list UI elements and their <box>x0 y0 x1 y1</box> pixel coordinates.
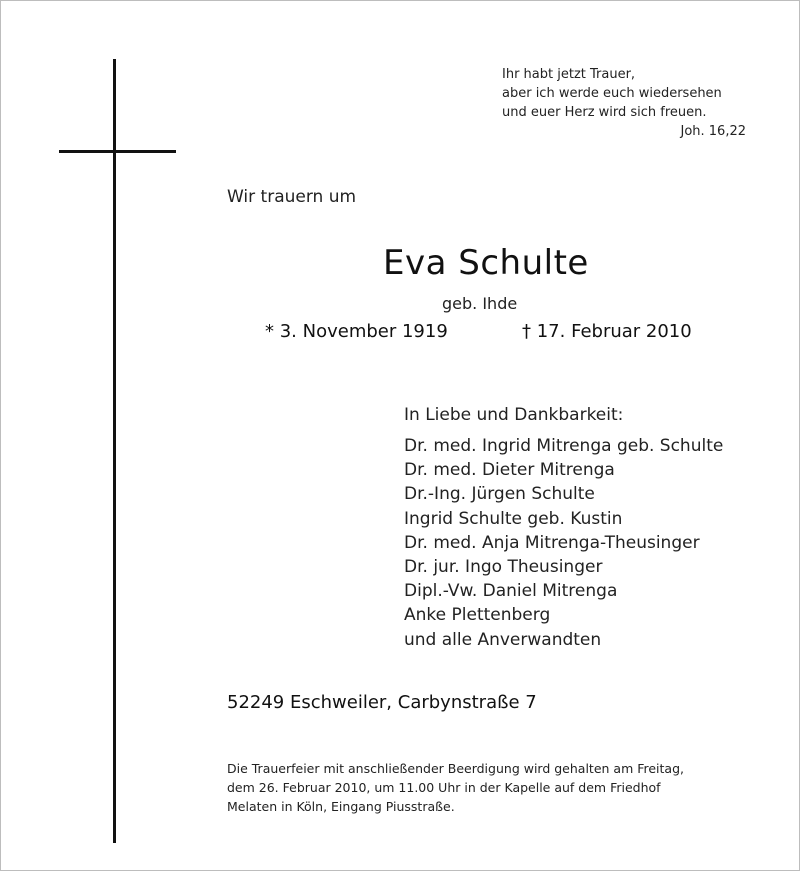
mourner-name: Dr. jur. Ingo Theusinger <box>404 557 603 578</box>
service-line: Die Trauerfeier mit anschließender Beerdigung wird gehalten am Freitag, <box>227 761 685 776</box>
cross-icon-crossbar <box>59 150 176 153</box>
verse-line: und euer Herz wird sich freuen. <box>502 105 707 120</box>
birth-date: * 3. November 1919 <box>265 321 448 342</box>
service-line: Melaten in Köln, Eingang Piusstraße. <box>227 799 455 814</box>
mourners-list <box>404 434 723 652</box>
verse-line: aber ich werde euch wiedersehen <box>502 86 722 101</box>
funeral-service-info <box>227 759 747 816</box>
mourner-name: Dr.-Ing. Jürgen Schulte <box>404 484 595 505</box>
mourner-name: Dr. med. Anja Mitrenga-Theusinger <box>404 532 700 553</box>
mourner-name: Anke Plettenberg <box>404 605 551 626</box>
mourners-heading: In Liebe und Dankbarkeit: <box>404 405 624 425</box>
cross-icon <box>113 59 116 843</box>
verse-reference: Joh. 16,22 <box>680 124 746 139</box>
birth-name: geb. Ihde <box>442 294 518 313</box>
mourner-name: Dr. med. Ingrid Mitrenga geb. Schulte <box>404 436 724 456</box>
verse-line: Ihr habt jetzt Trauer, <box>502 67 636 82</box>
bible-verse <box>502 65 746 141</box>
mourner-name: Ingrid Schulte geb. Kustin <box>404 508 623 529</box>
intro-text: Wir trauern um <box>227 187 357 207</box>
family-address: 52249 Eschweiler, Carbynstraße 7 <box>227 692 537 713</box>
mourner-name: Dr. med. Dieter Mitrenga <box>404 460 615 481</box>
mourner-name: Dipl.-Vw. Daniel Mitrenga <box>404 581 618 602</box>
service-line: dem 26. Februar 2010, um 11.00 Uhr in der Kapelle auf dem Friedhof <box>227 780 661 795</box>
mourner-name: und alle Anverwandten <box>404 629 602 650</box>
death-date: † 17. Februar 2010 <box>522 321 692 342</box>
deceased-name: Eva Schulte <box>383 243 589 283</box>
